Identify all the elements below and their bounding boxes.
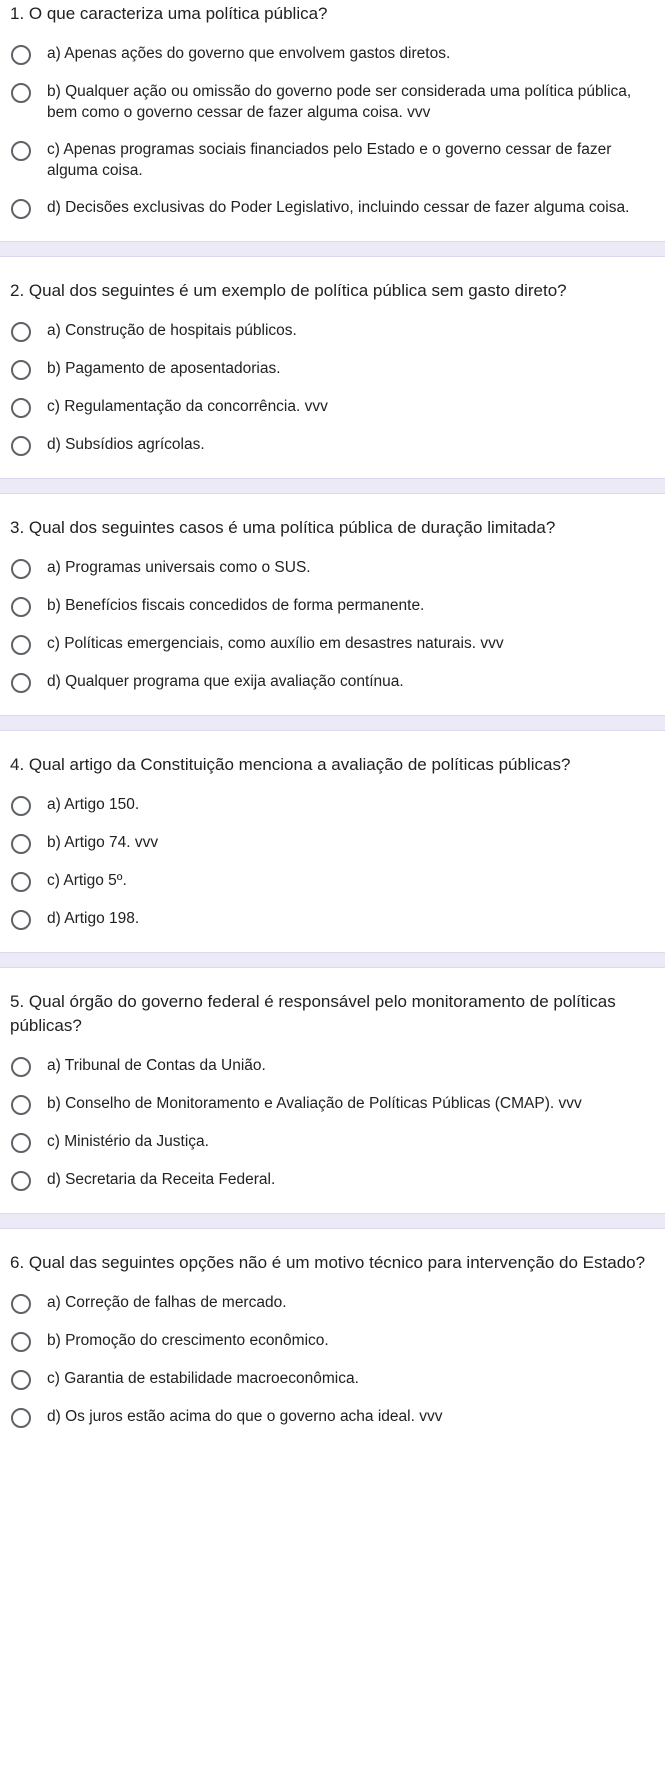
options-radio-group [0, 320, 665, 456]
option-label: b) Artigo 74. vvv [47, 834, 159, 851]
answer-option[interactable] [0, 1406, 665, 1428]
question-block-5 [0, 988, 665, 1213]
answer-option[interactable] [0, 671, 665, 693]
answer-option[interactable] [0, 1131, 665, 1153]
option-label: a) Tribunal de Contas da União. [47, 1057, 266, 1074]
answer-option[interactable] [0, 1055, 665, 1077]
answer-option[interactable] [0, 832, 665, 854]
option-label: c) Garantia de estabilidade macroeconômica. [47, 1370, 359, 1387]
answer-option[interactable] [0, 320, 665, 342]
option-label: d) Subsídios agrícolas. [47, 436, 205, 453]
answer-option[interactable] [0, 908, 665, 930]
radio-unchecked-icon[interactable] [11, 1133, 31, 1153]
question-title: 4. Qual artigo da Constituição menciona a avaliação de políticas públicas? [10, 755, 571, 774]
options-radio-group [0, 557, 665, 693]
options-radio-group [0, 1292, 665, 1428]
radio-unchecked-icon[interactable] [11, 1408, 31, 1428]
options-radio-group [0, 794, 665, 930]
option-label: d) Decisões exclusivas do Poder Legislativo, incluindo cessar de fazer alguma coisa. [47, 199, 630, 216]
radio-unchecked-icon[interactable] [11, 83, 31, 103]
answer-option[interactable] [0, 1292, 665, 1314]
question-block-2 [0, 277, 665, 478]
radio-unchecked-icon[interactable] [11, 1171, 31, 1191]
option-label: c) Apenas programas sociais financiados pelo Estado e o governo cessar de fazer alguma coisa. [47, 141, 612, 179]
question-divider [0, 715, 665, 731]
option-label: d) Artigo 198. [47, 910, 140, 927]
answer-option[interactable] [0, 870, 665, 892]
question-divider [0, 1213, 665, 1229]
option-label: b) Pagamento de aposentadorias. [47, 360, 281, 377]
answer-option[interactable] [0, 197, 665, 219]
answer-option[interactable] [0, 633, 665, 655]
question-block-4 [0, 751, 665, 952]
answer-option[interactable] [0, 1169, 665, 1191]
radio-unchecked-icon[interactable] [11, 673, 31, 693]
question-block-6 [0, 1249, 665, 1450]
option-label: c) Regulamentação da concorrência. vvv [47, 398, 328, 415]
option-label: b) Conselho de Monitoramento e Avaliação de Políticas Públicas (CMAP). vvv [47, 1095, 582, 1112]
option-label: c) Artigo 5º. [47, 872, 127, 889]
radio-unchecked-icon[interactable] [11, 398, 31, 418]
answer-option[interactable] [0, 1368, 665, 1390]
question-divider [0, 241, 665, 257]
radio-unchecked-icon[interactable] [11, 1095, 31, 1115]
radio-unchecked-icon[interactable] [11, 436, 31, 456]
radio-unchecked-icon[interactable] [11, 141, 31, 161]
radio-unchecked-icon[interactable] [11, 45, 31, 65]
option-label: c) Políticas emergenciais, como auxílio em desastres naturais. vvv [47, 635, 504, 652]
option-label: c) Ministério da Justiça. [47, 1133, 209, 1150]
radio-unchecked-icon[interactable] [11, 199, 31, 219]
option-label: d) Secretaria da Receita Federal. [47, 1171, 276, 1188]
answer-option[interactable] [0, 396, 665, 418]
answer-option[interactable] [0, 1093, 665, 1115]
radio-unchecked-icon[interactable] [11, 1370, 31, 1390]
radio-unchecked-icon[interactable] [11, 597, 31, 617]
options-radio-group [0, 43, 665, 219]
question-title: 5. Qual órgão do governo federal é responsável pelo monitoramento de políticas públicas? [10, 992, 616, 1035]
question-title: 6. Qual das seguintes opções não é um motivo técnico para intervenção do Estado? [10, 1253, 646, 1272]
radio-unchecked-icon[interactable] [11, 322, 31, 342]
question-divider [0, 952, 665, 968]
question-title: 3. Qual dos seguintes casos é uma política pública de duração limitada? [10, 518, 556, 537]
radio-unchecked-icon[interactable] [11, 1057, 31, 1077]
answer-option[interactable] [0, 1330, 665, 1352]
option-label: d) Os juros estão acima do que o governo acha ideal. vvv [47, 1408, 443, 1425]
question-block-1 [0, 0, 665, 241]
option-label: d) Qualquer programa que exija avaliação contínua. [47, 673, 404, 690]
radio-unchecked-icon[interactable] [11, 834, 31, 854]
options-radio-group [0, 1055, 665, 1191]
option-label: a) Programas universais como o SUS. [47, 559, 311, 576]
answer-option[interactable] [0, 139, 665, 181]
answer-option[interactable] [0, 81, 665, 123]
radio-unchecked-icon[interactable] [11, 872, 31, 892]
question-block-3 [0, 514, 665, 715]
option-label: b) Promoção do crescimento econômico. [47, 1332, 329, 1349]
radio-unchecked-icon[interactable] [11, 360, 31, 380]
radio-unchecked-icon[interactable] [11, 635, 31, 655]
answer-option[interactable] [0, 358, 665, 380]
answer-option[interactable] [0, 434, 665, 456]
option-label: a) Construção de hospitais públicos. [47, 322, 297, 339]
radio-unchecked-icon[interactable] [11, 1332, 31, 1352]
radio-unchecked-icon[interactable] [11, 1294, 31, 1314]
radio-unchecked-icon[interactable] [11, 559, 31, 579]
radio-unchecked-icon[interactable] [11, 910, 31, 930]
option-label: a) Correção de falhas de mercado. [47, 1294, 287, 1311]
question-divider [0, 478, 665, 494]
option-label: a) Apenas ações do governo que envolvem gastos diretos. [47, 45, 451, 62]
option-label: a) Artigo 150. [47, 796, 140, 813]
question-title: 1. O que caracteriza uma política pública? [10, 4, 328, 23]
answer-option[interactable] [0, 794, 665, 816]
radio-unchecked-icon[interactable] [11, 796, 31, 816]
answer-option[interactable] [0, 595, 665, 617]
option-label: b) Qualquer ação ou omissão do governo pode ser considerada uma política pública, bem como o governo cessar de fazer alguma coisa. vvv [47, 83, 632, 121]
answer-option[interactable] [0, 557, 665, 579]
answer-option[interactable] [0, 43, 665, 65]
question-title: 2. Qual dos seguintes é um exemplo de política pública sem gasto direto? [10, 281, 567, 300]
option-label: b) Benefícios fiscais concedidos de forma permanente. [47, 597, 425, 614]
